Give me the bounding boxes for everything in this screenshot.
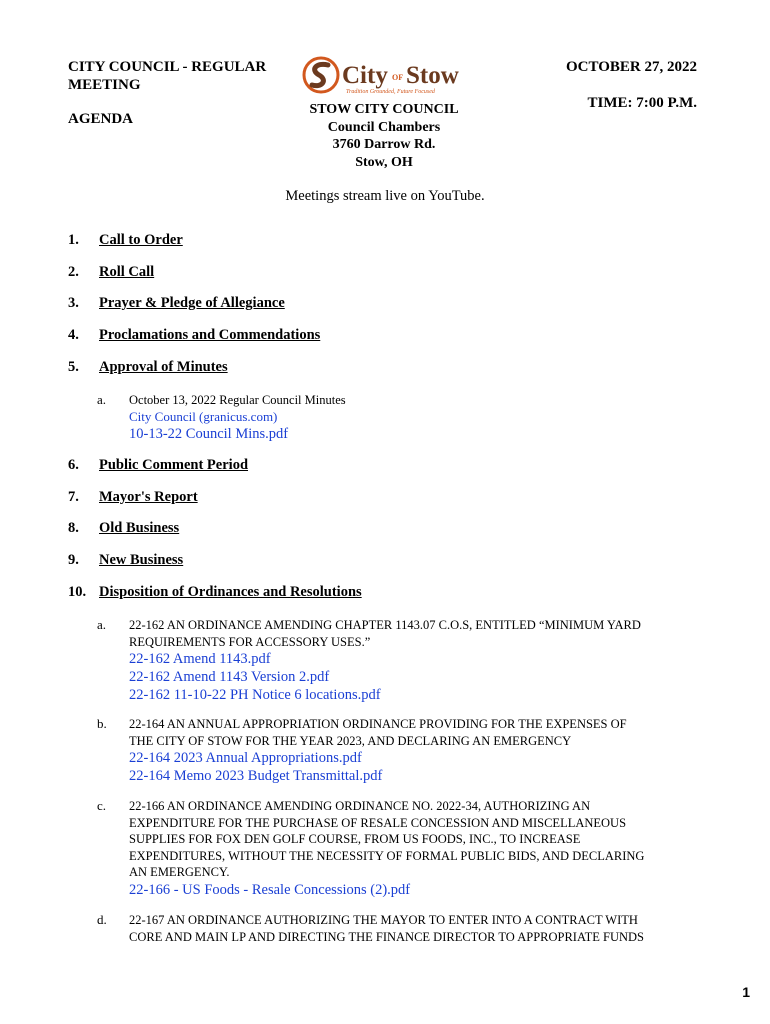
subitem-letter: c. <box>97 798 107 813</box>
agenda-label: AGENDA <box>68 111 134 127</box>
header-right <box>566 58 697 112</box>
item-title: Disposition of Ordinances and Resolutions <box>99 584 362 600</box>
item-title: Proclamations and Commendations <box>99 327 321 343</box>
ordinance-pdf-link[interactable]: 22-164 Memo 2023 Budget Transmittal.pdf <box>129 768 383 784</box>
item-title: Mayor's Report <box>99 489 198 505</box>
ordinance-22-167 <box>97 912 697 945</box>
logo-stow-text: Stow <box>406 62 459 89</box>
ordinance-description-line: 22-167 AN ORDINANCE AUTHORIZING THE MAYOR TO ENTER INTO A CONTRACT WITH <box>129 913 638 927</box>
agenda-item <box>68 264 154 281</box>
granicus-link[interactable]: City Council (granicus.com) <box>129 408 278 424</box>
item-title: New Business <box>99 552 184 568</box>
minutes-description: October 13, 2022 Regular Council Minutes <box>129 393 346 407</box>
subitem-letter: b. <box>97 716 107 731</box>
agenda-item <box>68 327 320 344</box>
ordinance-description-line: EXPENDITURES, WITHOUT THE NECESSITY OF FORMAL PUBLIC BIDS, AND DECLARING <box>129 848 645 863</box>
subitem-letter: a. <box>97 392 107 407</box>
item-number: 5. <box>68 359 79 375</box>
item-title: Call to Order <box>99 232 183 248</box>
subitem-letter: d. <box>97 912 107 927</box>
item-number: 6. <box>68 457 79 473</box>
logo-of-text: OF <box>392 73 404 82</box>
agenda-item <box>68 295 285 312</box>
ordinance-description-line: REQUIREMENTS FOR ACCESSORY USES.” <box>129 634 371 649</box>
logo-city-text: City <box>342 62 388 89</box>
item-number: 4. <box>68 327 79 343</box>
ordinance-description-line: SUPPLIES FOR FOX DEN GOLF COURSE, FROM US FOODS, INC., TO INCREASE <box>129 832 581 846</box>
ordinance-description-line: EXPENDITURE FOR THE PURCHASE OF RESALE CONCESSION AND MISCELLANEOUS <box>129 815 627 830</box>
agenda-item <box>68 584 362 601</box>
ordinance-description-line: AN EMERGENCY. <box>129 865 230 879</box>
agenda-item <box>68 359 228 376</box>
ordinance-pdf-link[interactable]: 22-162 Amend 1143 Version 2.pdf <box>129 669 330 685</box>
agenda-item <box>68 520 179 537</box>
city-of-stow-logo <box>302 56 464 96</box>
item-number: 8. <box>68 520 79 536</box>
logo-tagline: Tradition Grounded, Future Focused <box>346 89 435 95</box>
item-title: Approval of Minutes <box>99 359 228 375</box>
agenda-item <box>68 552 183 569</box>
item-title: Public Comment Period <box>99 457 249 473</box>
header-left <box>68 58 266 128</box>
meeting-time: TIME: 7:00 P.M. <box>587 95 697 111</box>
meeting-location <box>270 101 498 171</box>
stream-note: Meetings stream live on YouTube. <box>285 188 485 204</box>
ordinance-22-164 <box>97 716 697 785</box>
item-number: 1. <box>68 232 79 248</box>
item-number: 10. <box>68 584 87 600</box>
ordinance-description-line: 22-164 AN ANNUAL APPROPRIATION ORDINANCE PROVIDING FOR THE EXPENSES OF <box>129 717 627 731</box>
ordinance-pdf-link[interactable]: 22-164 2023 Annual Appropriations.pdf <box>129 750 362 766</box>
agenda-item <box>68 232 183 249</box>
subitem-letter: a. <box>97 617 107 632</box>
page-number: 1 <box>742 984 750 1000</box>
item-number: 7. <box>68 489 79 505</box>
item-title: Prayer & Pledge of Allegiance <box>99 295 285 311</box>
ordinance-description-line: 22-166 AN ORDINANCE AMENDING ORDINANCE NO. 2022-34, AUTHORIZING AN <box>129 799 591 813</box>
meeting-type-line2: MEETING <box>68 77 141 93</box>
ordinance-22-166 <box>97 798 697 899</box>
item-title: Roll Call <box>99 264 155 280</box>
minutes-pdf-link[interactable]: 10-13-22 Council Mins.pdf <box>129 426 289 442</box>
meeting-type-line1: CITY COUNCIL - REGULAR <box>68 59 267 75</box>
ordinance-description-line: CORE AND MAIN LP AND DIRECTING THE FINANCE DIRECTOR TO APPROPRIATE FUNDS <box>129 929 644 944</box>
address: 3760 Darrow Rd. <box>332 137 436 152</box>
ordinance-description-line: 22-162 AN ORDINANCE AMENDING CHAPTER 1143.07 C.O.S, ENTITLED “MINIMUM YARD <box>129 618 641 632</box>
item-title: Old Business <box>99 520 180 536</box>
ordinance-pdf-link[interactable]: 22-166 - US Foods - Resale Concessions (2).pdf <box>129 881 411 898</box>
item-number: 9. <box>68 552 79 568</box>
city: Stow, OH <box>355 154 413 170</box>
ordinance-pdf-link[interactable]: 22-162 Amend 1143.pdf <box>129 651 271 667</box>
item-number: 2. <box>68 264 79 280</box>
ordinance-pdf-link[interactable]: 22-162 11-10-22 PH Notice 6 locations.pdf <box>129 687 381 703</box>
org-name: STOW CITY COUNCIL <box>309 102 459 117</box>
minutes-subitem <box>97 392 697 443</box>
agenda-item <box>68 489 198 506</box>
meeting-date: OCTOBER 27, 2022 <box>566 59 697 75</box>
venue: Council Chambers <box>327 119 441 135</box>
agenda-item <box>68 457 248 474</box>
ordinance-22-162 <box>97 617 697 704</box>
ordinance-description-line: THE CITY OF STOW FOR THE YEAR 2023, AND DECLARING AN EMERGENCY <box>129 733 572 748</box>
item-number: 3. <box>68 295 79 311</box>
